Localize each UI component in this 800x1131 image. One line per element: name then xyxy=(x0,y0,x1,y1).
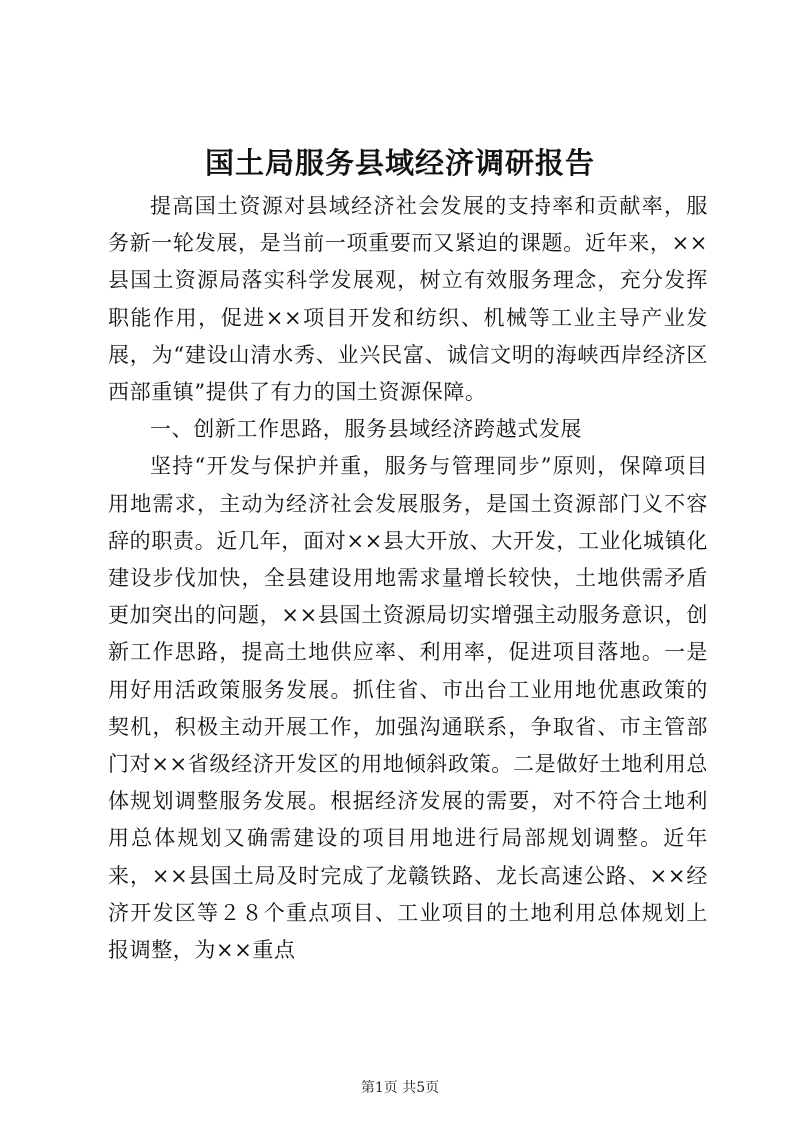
paragraph-section-1: 坚持“开发与保护并重，服务与管理同步”原则，保障项目用地需求，主动为经济社会发展服务，是国土资源部门义不容辞的职责。近几年，面对××县大开放、大开发，工业化城镇化建设步伐加快，全县建设用地需求量增长较快，土地供需矛盾更加突出的问题，××县国土资源局切实增强主动服务意识，创新工作思路，提高土地供应率、利用率，促进项目落地。一是用好用活政策服务发展。抓住省、市出台工业用地优惠政策的契机，积极主动开展工作，加强沟通联系，争取省、市主管部门对××省级经济开发区的用地倾斜政策。二是做好土地利用总体规划调整服务发展。根据经济发展的需要，对不符合土地利用总体规划又确需建设的项目用地进行局部规划调整。近年来，××县国土局及时完成了龙赣铁路、龙长高速公路、××经济开发区等２８个重点项目、工业项目的土地利用总体规划上报调整，为××重点 xyxy=(108,454,708,963)
page-number-footer: 第1页 共5页 xyxy=(360,1080,440,1096)
document-title: 国土局服务县域经济调研报告 xyxy=(204,146,595,180)
paragraph-intro: 提高国土资源对县域经济社会发展的支持率和贡献率，服务新一轮发展，是当前一项重要而又紧迫的课题。近年来，××县国土资源局落实科学发展观，树立有效服务理念，充分发挥职能作用，促进××项目开发和纺织、机械等工业主导产业发展，为“建设山清水秀、业兴民富、诚信文明的海峡西岸经济区西部重镇”提供了有力的国土资源保障。 xyxy=(108,194,708,405)
section-heading-1: 一、创新工作思路，服务县域经济跨越式发展 xyxy=(150,417,582,442)
document-body xyxy=(108,188,708,969)
